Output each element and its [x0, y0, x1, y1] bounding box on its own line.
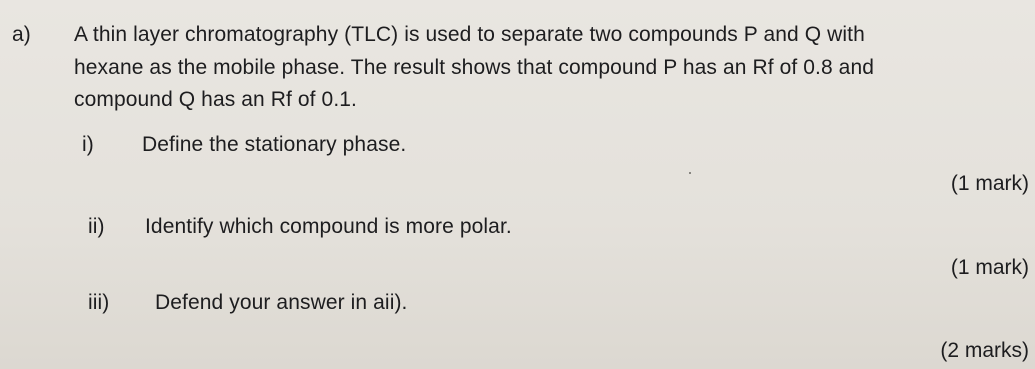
marks-label: (1 mark) — [950, 172, 1029, 195]
subquestion-text: Defend your answer in aii). — [155, 291, 408, 314]
subquestion-text: Define the stationary phase. — [142, 133, 407, 156]
marks-label: (2 marks) — [940, 339, 1029, 362]
subquestion-label: i) — [82, 133, 94, 156]
subquestion-label: iii) — [88, 291, 110, 314]
question-text-line: hexane as the mobile phase. The result shows that compound P has an Rf of 0.8 and — [74, 56, 874, 79]
paper-speck — [689, 172, 691, 174]
question-label: a) — [12, 23, 31, 46]
subquestion-text: Identify which compound is more polar. — [145, 215, 512, 238]
question-text-line: A thin layer chromatography (TLC) is used to separate two compounds P and Q with — [74, 23, 865, 46]
question-text-line: compound Q has an Rf of 0.1. — [74, 88, 357, 111]
marks-label: (1 mark) — [950, 256, 1029, 279]
subquestion-label: ii) — [88, 215, 105, 238]
